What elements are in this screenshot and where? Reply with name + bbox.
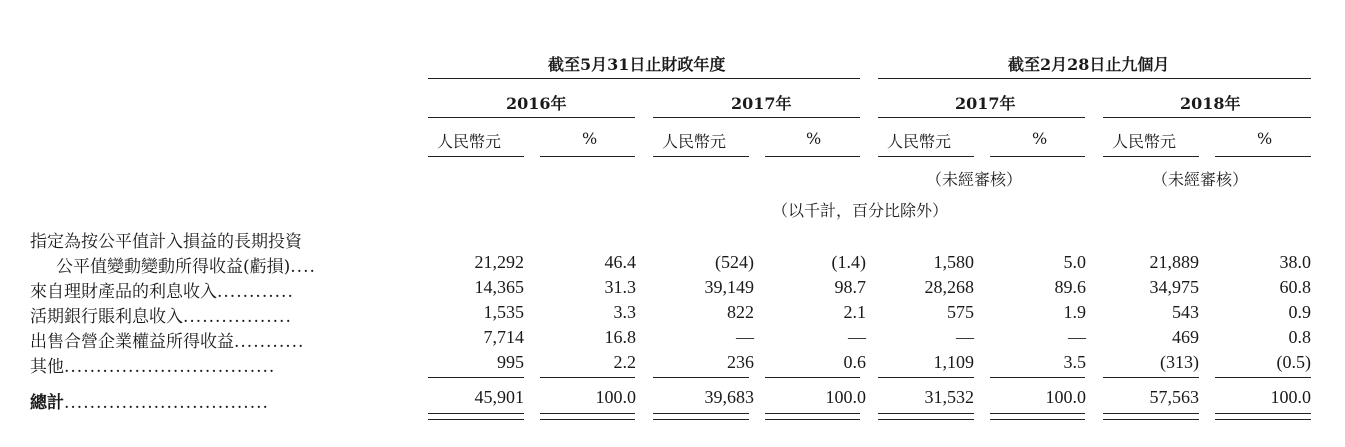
divider xyxy=(653,156,749,157)
total-amount-cell: 45,901 xyxy=(474,387,524,407)
percent-cell: (1.4) xyxy=(831,252,866,272)
divider xyxy=(1215,156,1311,157)
amount-cell: — xyxy=(736,327,754,347)
double-underline xyxy=(540,413,635,414)
row-label-others: 其他................................. xyxy=(30,357,276,377)
row-label-jv-disposal-gain: 出售合營企業權益所得收益........... xyxy=(30,332,305,352)
amount-cell: — xyxy=(956,327,974,347)
amount-cell: 1,535 xyxy=(483,302,524,322)
percent-cell: 38.0 xyxy=(1279,252,1311,272)
amount-cell: 21,889 xyxy=(1149,252,1199,272)
group-header-nine-months: 截至2月28日止九個月 xyxy=(1008,55,1170,74)
percent-cell: 0.8 xyxy=(1288,327,1311,347)
double-underline xyxy=(428,419,524,420)
percent-cell: 46.4 xyxy=(604,252,636,272)
double-underline xyxy=(1215,413,1311,414)
divider xyxy=(1103,117,1311,118)
divider xyxy=(878,78,1311,79)
row-label-wealth-product-interest: 來自理財產品的利息收入............ xyxy=(30,282,294,302)
group-header-fiscal-year: 截至5月31日止財政年度 xyxy=(548,55,726,74)
year-header-2017-nine-months: 2017年 xyxy=(955,94,1016,113)
currency-header: 人民幣元 xyxy=(1112,132,1177,151)
percent-cell: 3.3 xyxy=(613,302,636,322)
double-underline xyxy=(1103,419,1199,420)
amount-cell: 14,365 xyxy=(474,277,524,297)
year-header-2016: 2016年 xyxy=(506,94,567,113)
subtotal-line xyxy=(1215,377,1311,378)
double-underline xyxy=(765,419,860,420)
amount-cell: 7,714 xyxy=(483,327,524,347)
divider xyxy=(878,117,1085,118)
double-underline xyxy=(653,413,749,414)
amount-cell: 21,292 xyxy=(474,252,524,272)
percent-cell: — xyxy=(848,327,866,347)
percent-cell: (0.5) xyxy=(1276,352,1311,372)
percent-cell: 5.0 xyxy=(1063,252,1086,272)
row-label-total: 總計................................ xyxy=(30,393,269,413)
row-label-fair-value-gain: 公平值變動變動所得收益(虧損).... xyxy=(56,257,316,277)
total-percent-cell: 100.0 xyxy=(825,387,866,407)
subtotal-line xyxy=(990,377,1085,378)
total-amount-cell: 31,532 xyxy=(924,387,974,407)
row-label-bank-interest: 活期銀行賬利息收入................. xyxy=(30,307,292,327)
divider xyxy=(540,156,635,157)
amount-cell: (313) xyxy=(1160,352,1199,372)
divider xyxy=(653,117,860,118)
divider xyxy=(428,156,524,157)
percent-cell: 0.9 xyxy=(1288,302,1311,322)
double-underline xyxy=(990,419,1085,420)
subtotal-line xyxy=(540,377,635,378)
amount-cell: (524) xyxy=(715,252,754,272)
double-underline xyxy=(1215,419,1311,420)
total-amount-cell: 39,683 xyxy=(704,387,754,407)
double-underline xyxy=(990,413,1085,414)
double-underline xyxy=(878,419,974,420)
unit-note: （以千計，百分比除外） xyxy=(772,201,949,220)
percent-cell: 0.6 xyxy=(843,352,866,372)
subtotal-line xyxy=(765,377,860,378)
amount-cell: 995 xyxy=(497,352,524,372)
unaudited-note: （未經審核） xyxy=(926,170,1023,189)
double-underline xyxy=(540,419,635,420)
percent-cell: 3.5 xyxy=(1063,352,1086,372)
subtotal-line xyxy=(878,377,974,378)
percent-cell: 2.2 xyxy=(613,352,636,372)
percent-header: % xyxy=(1032,129,1048,148)
total-percent-cell: 100.0 xyxy=(1270,387,1311,407)
divider xyxy=(878,156,974,157)
year-header-2018: 2018年 xyxy=(1180,94,1241,113)
double-underline xyxy=(765,413,860,414)
subtotal-line xyxy=(428,377,524,378)
currency-header: 人民幣元 xyxy=(437,132,502,151)
total-percent-cell: 100.0 xyxy=(595,387,636,407)
divider xyxy=(428,78,860,79)
double-underline xyxy=(428,413,524,414)
percent-cell: 98.7 xyxy=(834,277,866,297)
divider xyxy=(428,117,635,118)
amount-cell: 39,149 xyxy=(704,277,754,297)
year-header-2017: 2017年 xyxy=(731,94,792,113)
currency-header: 人民幣元 xyxy=(662,132,727,151)
double-underline xyxy=(878,413,974,414)
double-underline xyxy=(653,419,749,420)
percent-cell: 1.9 xyxy=(1063,302,1086,322)
percent-header: % xyxy=(582,129,598,148)
percent-cell: 2.1 xyxy=(843,302,866,322)
total-percent-cell: 100.0 xyxy=(1045,387,1086,407)
double-underline xyxy=(1103,413,1199,414)
subtotal-line xyxy=(1103,377,1199,378)
amount-cell: 1,580 xyxy=(933,252,974,272)
amount-cell: 236 xyxy=(727,352,754,372)
amount-cell: 543 xyxy=(1172,302,1199,322)
percent-cell: 60.8 xyxy=(1279,277,1311,297)
percent-header: % xyxy=(806,129,822,148)
divider xyxy=(990,156,1085,157)
subtotal-line xyxy=(653,377,749,378)
total-amount-cell: 57,563 xyxy=(1149,387,1199,407)
currency-header: 人民幣元 xyxy=(887,132,952,151)
percent-cell: 31.3 xyxy=(604,277,636,297)
percent-header: % xyxy=(1257,129,1273,148)
percent-cell: 16.8 xyxy=(604,327,636,347)
divider xyxy=(765,156,860,157)
amount-cell: 34,975 xyxy=(1149,277,1199,297)
amount-cell: 1,109 xyxy=(933,352,974,372)
divider xyxy=(1103,156,1199,157)
amount-cell: 28,268 xyxy=(924,277,974,297)
amount-cell: 469 xyxy=(1172,327,1199,347)
unaudited-note: （未經審核） xyxy=(1152,170,1249,189)
amount-cell: 575 xyxy=(947,302,974,322)
amount-cell: 822 xyxy=(727,302,754,322)
row-label-designated-investments: 指定為按公平值計入損益的長期投資 xyxy=(30,232,302,252)
percent-cell: 89.6 xyxy=(1054,277,1086,297)
percent-cell: — xyxy=(1068,327,1086,347)
